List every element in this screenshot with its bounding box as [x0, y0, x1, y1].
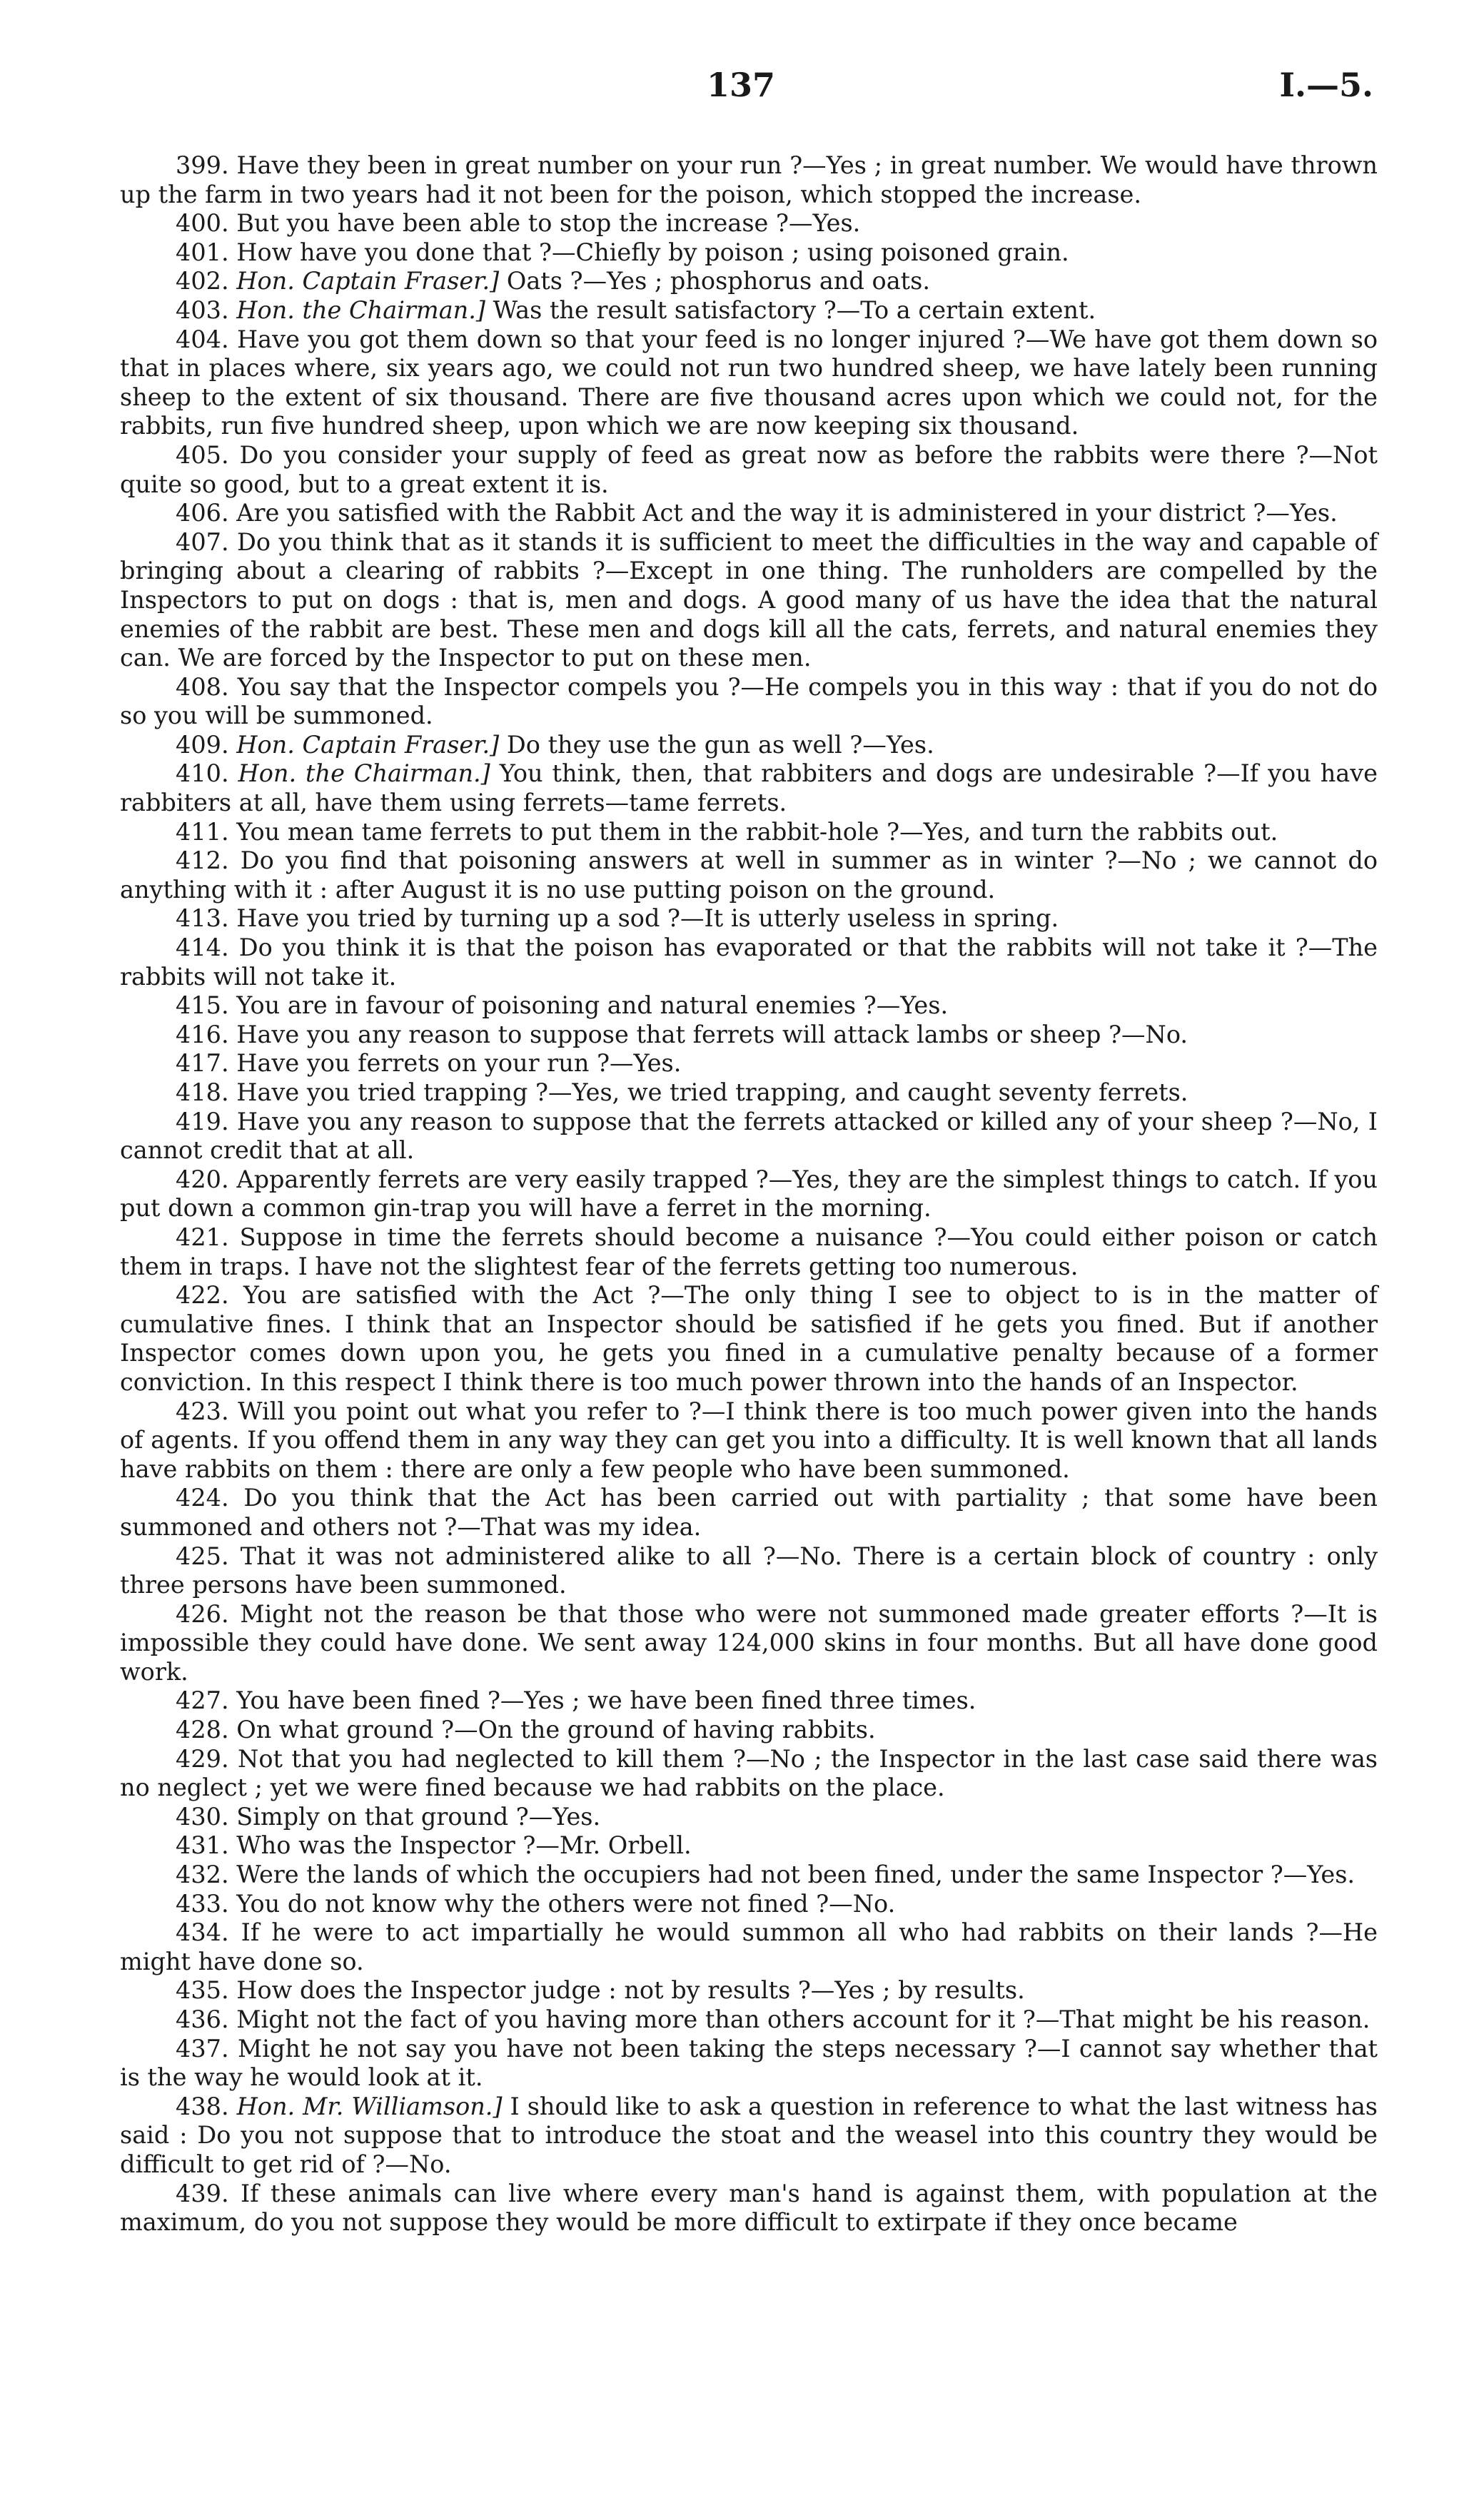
- testimony-paragraph: [120, 1745, 1378, 1803]
- testimony-paragraph: [120, 1223, 1378, 1281]
- testimony-paragraph: [120, 1890, 1378, 1919]
- testimony-paragraph: [120, 1078, 1378, 1108]
- testimony-paragraph: [120, 1976, 1378, 2005]
- question-number: 439.: [176, 2179, 229, 2207]
- question-number: 428.: [176, 1716, 229, 1744]
- question-number: 424.: [176, 1484, 229, 1512]
- question-answer-text: You have been fined ?—Yes ; we have been fined three times.: [236, 1686, 976, 1715]
- question-number: 410.: [176, 759, 229, 788]
- question-number: 405.: [176, 440, 229, 469]
- testimony-paragraph: [120, 759, 1378, 817]
- question-answer-text: Do you think it is that the poison has evaporated or that the rabbits will not take it ?—The rabbits will not take it.: [120, 933, 1378, 991]
- testimony-paragraph: [120, 209, 1378, 238]
- testimony-paragraph: [120, 267, 1378, 296]
- testimony-paragraph: [120, 1686, 1378, 1716]
- testimony-paragraph: [120, 528, 1378, 673]
- testimony-paragraph: [120, 731, 1378, 760]
- question-number: 416.: [176, 1020, 229, 1048]
- testimony-paragraph: [120, 296, 1378, 325]
- speaker-name: Hon. Captain Fraser.]: [236, 267, 500, 295]
- question-answer-text: If he were to act impartially he would summon all who had rabbits on their lands ?—He might have done so.: [120, 1918, 1378, 1975]
- question-answer-text: Might he not say you have not been taking the steps necessary ?—I cannot say whether that is the way he would look at it.: [120, 2034, 1378, 2092]
- question-answer-text: How have you done that ?—Chiefly by poison ; using poisoned grain.: [236, 238, 1069, 266]
- question-number: 402.: [176, 267, 229, 295]
- question-answer-text: Were the lands of which the occupiers had not been fined, under the same Inspector ?—Yes.: [236, 1861, 1356, 1889]
- testimony-paragraph: [120, 2093, 1378, 2180]
- question-number: 414.: [176, 933, 229, 962]
- question-answer-text: Have you got them down so that your feed is no longer injured ?—We have got them down so that in places where, six years ago, we could not run two hundred sheep, we have lately been running sheep to the extent of six thousand. There are five thousand acres upon which we could not, for the rabbits, run five hundred sheep, upon which we are now keeping six thousand.: [120, 325, 1378, 440]
- question-answer-text: You are satisfied with the Act ?—The only thing I see to object to is in the matter of cumulative fines. I think that an Inspector should be satisfied if he gets you fined. But if another Inspector comes down upon you, he gets you fined in a cumulative penalty because of a former conviction. In this respect I think there is too much power thrown into the hands of an Inspector.: [120, 1281, 1378, 1396]
- testimony-paragraph: [120, 1600, 1378, 1687]
- question-answer-text: You mean tame ferrets to put them in the rabbit-hole ?—Yes, and turn the rabbits out.: [236, 817, 1278, 846]
- question-number: 419.: [176, 1107, 229, 1135]
- question-number: 423.: [176, 1397, 229, 1425]
- question-number: 400.: [176, 209, 229, 238]
- question-number: 432.: [176, 1861, 229, 1889]
- question-number: 427.: [176, 1686, 229, 1715]
- testimony-paragraph: [120, 904, 1378, 933]
- question-answer-text: Do you think that the Act has been carried out with partiality ; that some have been summoned and others not ?—That was my idea.: [120, 1484, 1378, 1541]
- testimony-paragraph: [120, 673, 1378, 731]
- question-answer-text: Not that you had neglected to kill them ?—No ; the Inspector in the last case said there was no neglect ; yet we were fined because we had rabbits on the place.: [120, 1744, 1378, 1802]
- question-answer-text: Apparently ferrets are very easily trapped ?—Yes, they are the simplest things to catch. If you put down a common gin-trap you will have a ferret in the morning.: [120, 1165, 1378, 1223]
- question-answer-text: Will you point out what you refer to ?—I think there is too much power given into the hands of agents. If you offend them in any way they can get you into a difficulty. It is well known that all lands have rabbits on them : there are only a few people who have been summoned.: [120, 1397, 1378, 1483]
- testimony-paragraph: [120, 2180, 1378, 2237]
- question-answer-text: You think, then, that rabbiters and dogs are undesirable ?—If you have rabbiters at all, have them using ferrets—tame ferrets.: [120, 759, 1378, 817]
- question-number: 434.: [176, 1918, 229, 1947]
- question-answer-text: Suppose in time the ferrets should become a nuisance ?—You could either poison or catch them in traps. I have not the slightest fear of the ferrets getting too numerous.: [120, 1223, 1378, 1280]
- testimony-text: [120, 151, 1378, 2237]
- question-answer-text: Have they been in great number on your run ?—Yes ; in great number. We would have thrown up the farm in two years had it not been for the poison, which stopped the increase.: [120, 151, 1378, 208]
- testimony-paragraph: [120, 2035, 1378, 2093]
- question-number: 437.: [176, 2034, 229, 2063]
- question-number: 406.: [176, 499, 229, 527]
- question-number: 418.: [176, 1078, 229, 1106]
- testimony-paragraph: [120, 1108, 1378, 1165]
- question-number: 413.: [176, 904, 229, 933]
- testimony-paragraph: [120, 1542, 1378, 1600]
- question-number: 420.: [176, 1165, 229, 1193]
- testimony-paragraph: [120, 1831, 1378, 1861]
- testimony-paragraph: [120, 1716, 1378, 1745]
- question-answer-text: Are you satisfied with the Rabbit Act and the way it is administered in your district ?—Yes.: [236, 499, 1338, 527]
- testimony-paragraph: [120, 1049, 1378, 1078]
- question-answer-text: You do not know why the others were not fined ?—No.: [236, 1889, 896, 1918]
- question-answer-text: I should like to ask a question in reference to what the last witness has said : Do you not suppose that to introduce the stoat and the weasel into this country they would be difficult to get rid of ?—No.: [120, 2092, 1378, 2178]
- question-answer-text: Might not the reason be that those who were not summoned made greater efforts ?—It is impossible they could have done. We sent away 124,000 skins in four months. But all have done good work.: [120, 1599, 1378, 1686]
- question-answer-text: You say that the Inspector compels you ?—He compels you in this way : that if you do not do so you will be summoned.: [120, 672, 1378, 730]
- testimony-paragraph: [120, 1484, 1378, 1542]
- testimony-paragraph: [120, 1165, 1378, 1223]
- testimony-paragraph: [120, 846, 1378, 904]
- question-answer-text: Do you consider your supply of feed as great now as before the rabbits were there ?—Not quite so good, but to a great extent it is.: [120, 440, 1378, 498]
- question-answer-text: Do you find that poisoning answers at well in summer as in winter ?—No ; we cannot do anything with it : after August it is no use putting poison on the ground.: [120, 846, 1378, 904]
- speaker-name: Hon. Mr. Williamson.]: [236, 2092, 503, 2120]
- question-number: 412.: [176, 846, 229, 875]
- question-answer-text: That it was not administered alike to all ?—No. There is a certain block of country : only three persons have been summoned.: [120, 1542, 1378, 1599]
- question-number: 422.: [176, 1281, 229, 1310]
- question-number: 431.: [176, 1831, 229, 1860]
- question-number: 415.: [176, 991, 229, 1020]
- question-number: 417.: [176, 1049, 229, 1078]
- question-answer-text: Have you ferrets on your run ?—Yes.: [236, 1049, 682, 1078]
- question-number: 433.: [176, 1889, 229, 1918]
- question-number: 425.: [176, 1542, 229, 1570]
- testimony-paragraph: [120, 1918, 1378, 1976]
- question-number: 399.: [176, 151, 229, 179]
- testimony-paragraph: [120, 933, 1378, 991]
- testimony-paragraph: [120, 325, 1378, 441]
- testimony-paragraph: [120, 238, 1378, 268]
- question-answer-text: How does the Inspector judge : not by results ?—Yes ; by results.: [236, 1976, 1025, 2005]
- question-answer-text: If these animals can live where every man's hand is against them, with population at the maximum, do you not suppose they would be more difficult to extirpate if they once became: [120, 2179, 1378, 2237]
- question-answer-text: On what ground ?—On the ground of having rabbits.: [236, 1716, 876, 1744]
- question-answer-text: Have you any reason to suppose that ferrets will attack lambs or sheep ?—No.: [236, 1020, 1188, 1048]
- question-number: 430.: [176, 1802, 229, 1831]
- page-header: [0, 66, 1484, 116]
- question-answer-text: Do you think that as it stands it is sufficient to meet the difficulties in the way and capable of bringing about a clearing of rabbits ?—Except in one thing. The runholders are compelled by the Inspectors to put on dogs : that is, men and dogs. A good many of us have the idea that the natural enemies of the rabbit are best. These men and dogs kill all the cats, ferrets, and natural enemies they can. We are forced by the Inspector to put on these men.: [120, 527, 1378, 672]
- question-number: 426.: [176, 1599, 229, 1628]
- page-number: 137: [707, 66, 776, 104]
- speaker-name: Hon. the Chairman.]: [236, 295, 485, 324]
- testimony-paragraph: [120, 1803, 1378, 1832]
- testimony-paragraph: [120, 441, 1378, 499]
- speaker-name: Hon. Captain Fraser.]: [236, 730, 500, 759]
- question-answer-text: Have you any reason to suppose that the ferrets attacked or killed any of your sheep ?—No, I cannot credit that at all.: [120, 1107, 1378, 1165]
- question-number: 401.: [176, 238, 229, 266]
- testimony-paragraph: [120, 818, 1378, 847]
- testimony-paragraph: [120, 1021, 1378, 1050]
- question-number: 408.: [176, 672, 229, 701]
- testimony-paragraph: [120, 2005, 1378, 2035]
- testimony-paragraph: [120, 151, 1378, 209]
- question-number: 409.: [176, 730, 229, 759]
- question-number: 438.: [176, 2092, 229, 2120]
- question-number: 429.: [176, 1744, 229, 1773]
- testimony-paragraph: [120, 499, 1378, 528]
- question-answer-text: Who was the Inspector ?—Mr. Orbell.: [236, 1831, 692, 1860]
- question-number: 403.: [176, 295, 229, 324]
- question-number: 411.: [176, 817, 229, 846]
- page-reference: I.—5.: [1279, 66, 1373, 104]
- question-number: 421.: [176, 1223, 229, 1251]
- question-answer-text: Might not the fact of you having more than others account for it ?—That might be his reason.: [236, 2005, 1371, 2033]
- testimony-paragraph: [120, 1281, 1378, 1397]
- question-answer-text: Have you tried trapping ?—Yes, we tried trapping, and caught seventy ferrets.: [236, 1078, 1188, 1106]
- question-answer-text: You are in favour of poisoning and natural enemies ?—Yes.: [236, 991, 949, 1020]
- speaker-name: Hon. the Chairman.]: [238, 759, 490, 788]
- question-number: 404.: [176, 325, 229, 353]
- question-answer-text: Oats ?—Yes ; phosphorus and oats.: [506, 267, 930, 295]
- testimony-paragraph: [120, 1861, 1378, 1890]
- question-answer-text: Simply on that ground ?—Yes.: [236, 1802, 601, 1831]
- question-answer-text: Have you tried by turning up a sod ?—It is utterly useless in spring.: [236, 904, 1059, 933]
- question-number: 407.: [176, 527, 229, 556]
- question-answer-text: Was the result satisfactory ?—To a certain extent.: [493, 295, 1096, 324]
- testimony-paragraph: [120, 1397, 1378, 1484]
- question-answer-text: But you have been able to stop the increase ?—Yes.: [236, 209, 861, 238]
- question-number: 436.: [176, 2005, 229, 2033]
- question-answer-text: Do they use the gun as well ?—Yes.: [506, 730, 934, 759]
- question-number: 435.: [176, 1976, 229, 2005]
- testimony-paragraph: [120, 991, 1378, 1021]
